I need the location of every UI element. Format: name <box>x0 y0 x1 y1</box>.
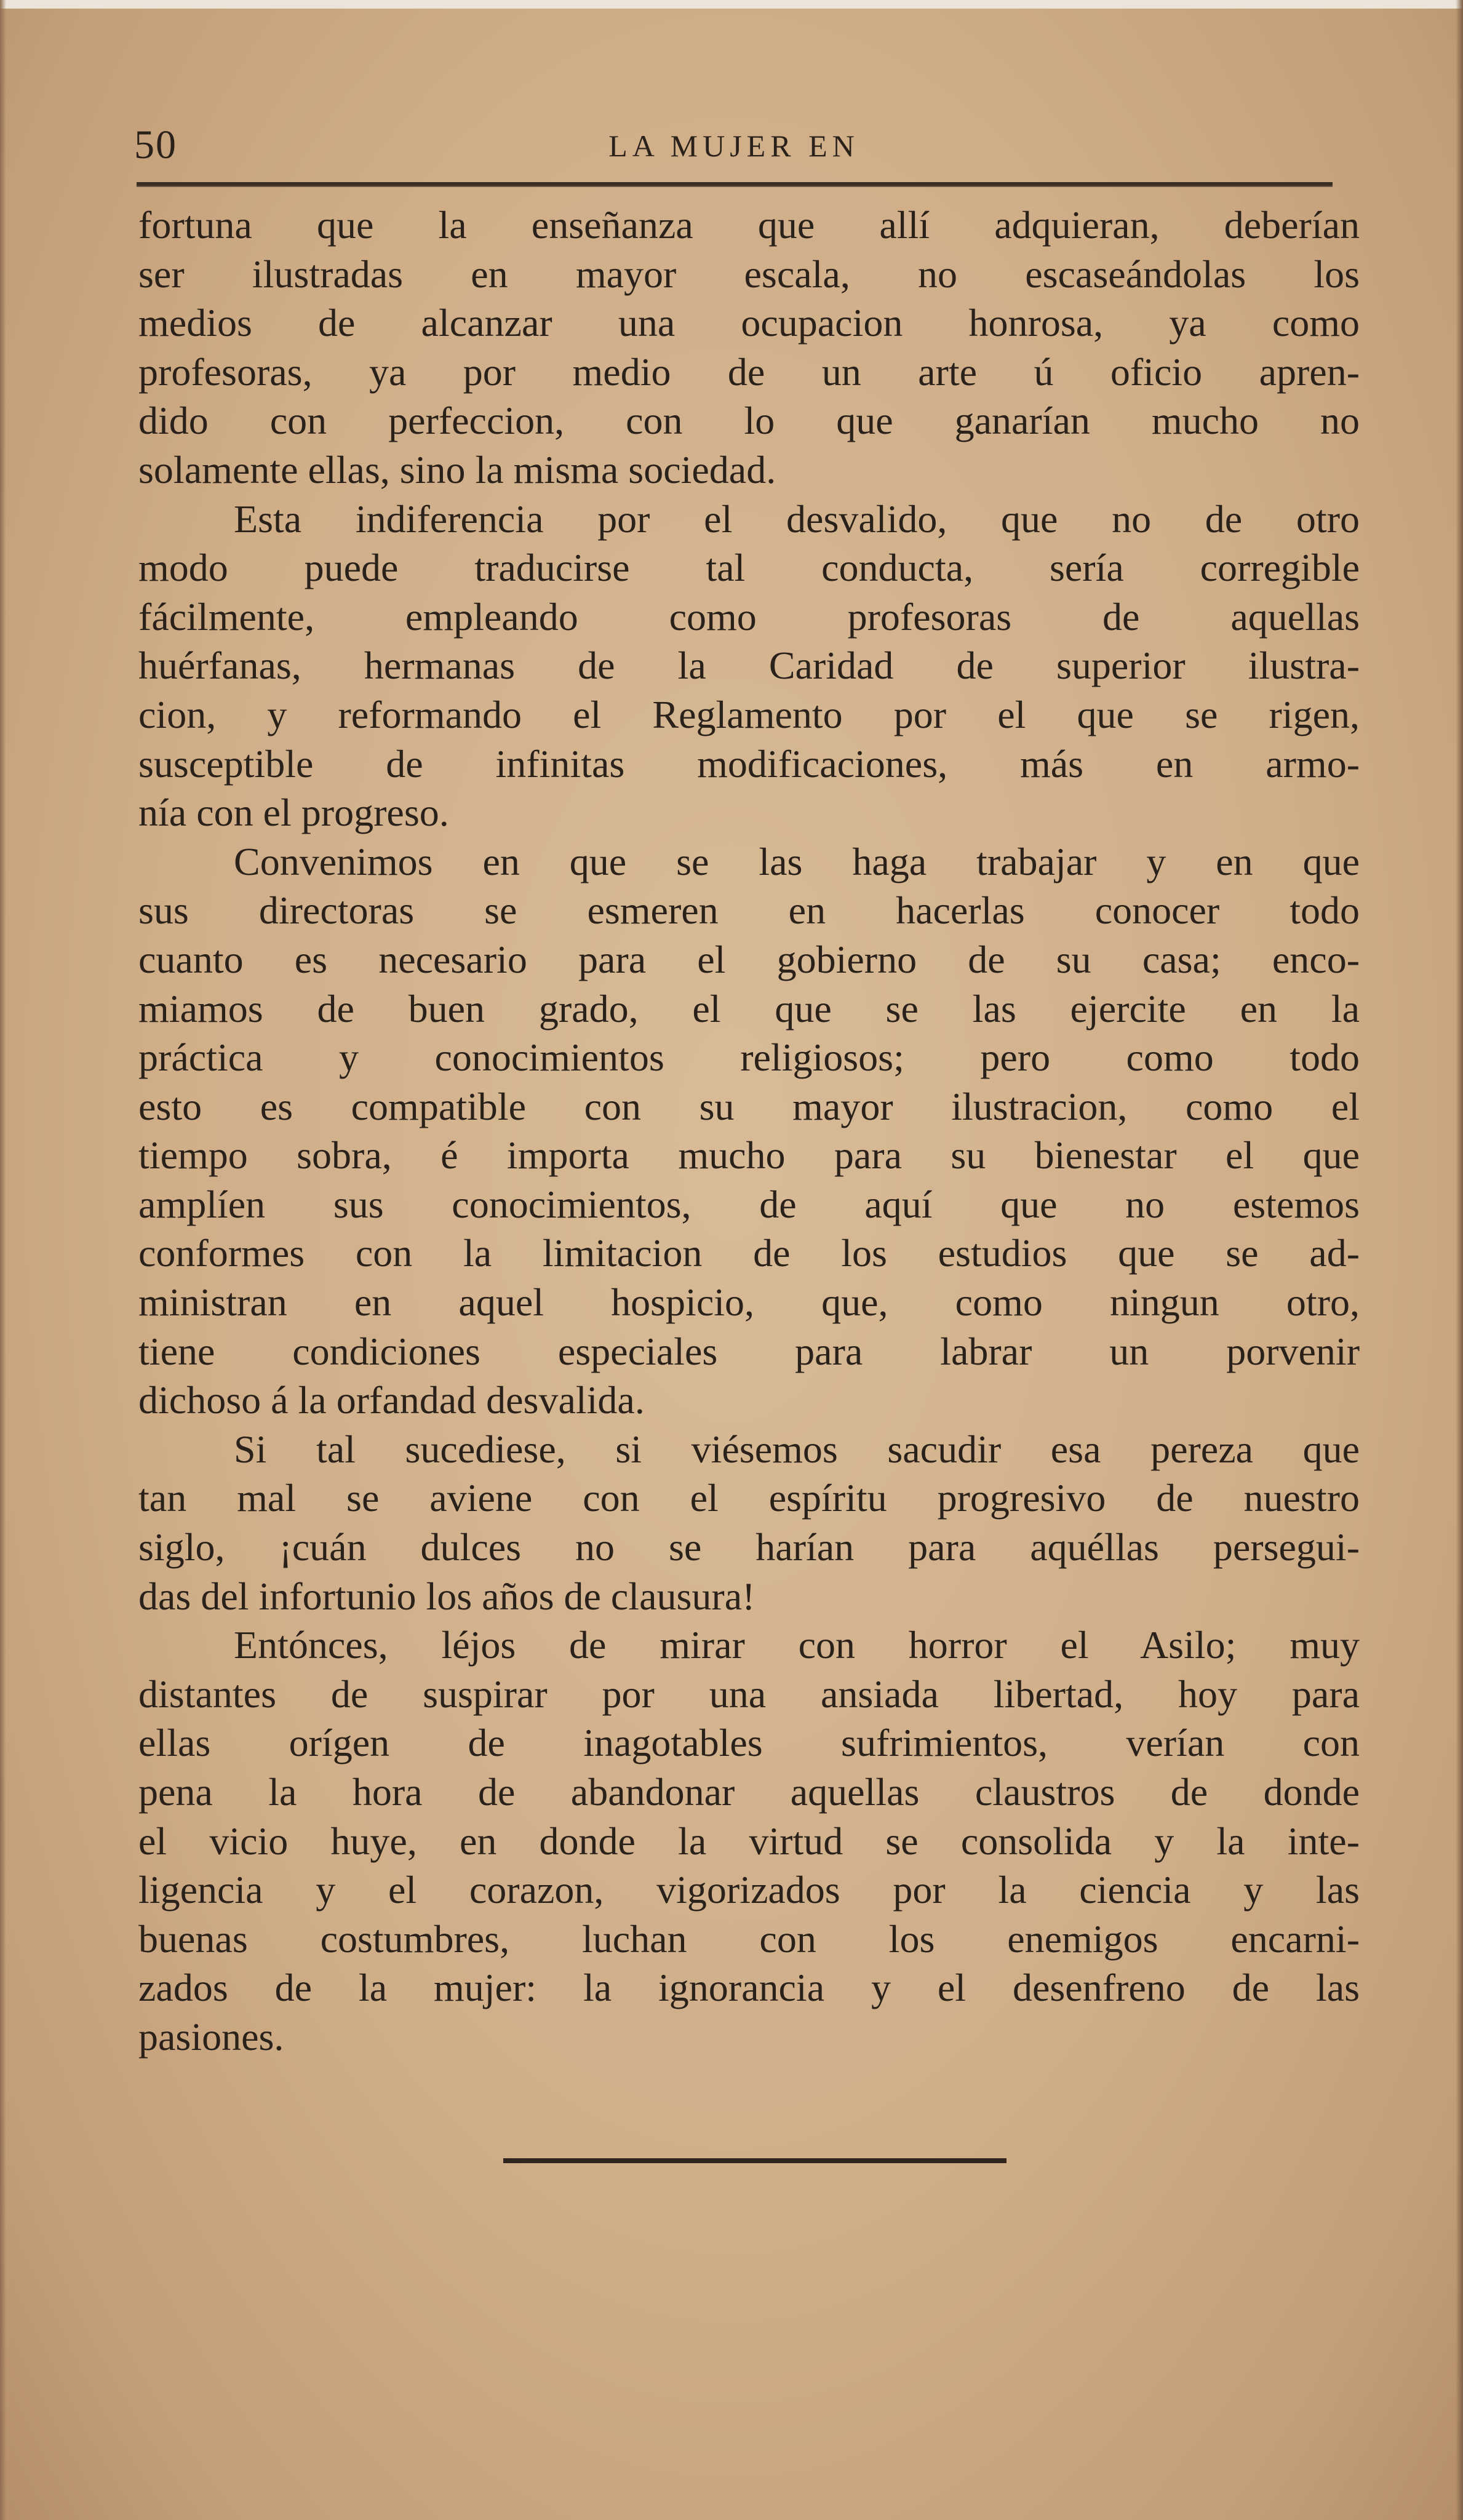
text-line: profesoras, ya por medio de un arte ú oficio apren- <box>138 349 1360 394</box>
page-left-edge <box>0 0 6 2520</box>
text-line: cion, y reformando el Reglamento por el que se rigen, <box>138 692 1360 736</box>
page-header <box>134 117 1334 172</box>
paragraph-first-line: Esta indiferencia por el desvalido, que no de otro <box>234 496 1360 541</box>
paragraph-first-line: Si tal sucediese, si viésemos sacudir esa pereza que <box>234 1427 1360 1471</box>
text-line: ministran en aquel hospicio, que, como ningun otro, <box>138 1280 1360 1325</box>
text-line: siglo, ¡cuán dulces no se harían para aquéllas persegui- <box>138 1525 1360 1569</box>
text-line: dido con perfeccion, con lo que ganarían mucho no <box>138 399 1360 443</box>
text-line: miamos de buen grado, el que se las ejercite en la <box>138 986 1360 1031</box>
text-line: modo puede traducirse tal conducta, sería corregible <box>138 546 1360 590</box>
text-line: tan mal se aviene con el espíritu progresivo de nuestro <box>138 1476 1360 1520</box>
text-line: ser ilustradas en mayor escala, no escaseándolas los <box>138 252 1360 296</box>
text-line: conformes con la limitacion de los estudios que se ad- <box>138 1231 1360 1275</box>
text-line: ligencia y el corazon, vigorizados por la ciencia y las <box>138 1868 1360 1912</box>
text-line: sus directoras se esmeren en hacerlas conocer todo <box>138 888 1360 933</box>
paragraph-first-line: Entónces, léjos de mirar con horror el Asilo; muy <box>234 1623 1360 1667</box>
page-number: 50 <box>134 122 177 167</box>
paragraph-end-line: nía con el progreso. <box>138 791 449 835</box>
page-right-edge <box>1456 0 1463 2520</box>
text-line: ellas orígen de inagotables sufrimientos, verían con <box>138 1721 1360 1765</box>
section-end-rule <box>503 2158 1007 2163</box>
text-line: esto es compatible con su mayor ilustracion, como el <box>138 1084 1360 1128</box>
running-head: LA MUJER EN <box>608 129 859 163</box>
text-line: pena la hora de abandonar aquellas claustros de donde <box>138 1770 1360 1814</box>
paragraph-end-line: pasiones. <box>138 2014 284 2059</box>
page-top-edge <box>0 0 1463 9</box>
text-line: distantes de suspirar por una ansiada libertad, hoy para <box>138 1672 1360 1716</box>
text-line: medios de alcanzar una ocupacion honrosa, ya como <box>138 301 1360 345</box>
paragraph-end-line: dichoso á la orfandad desvalida. <box>138 1378 645 1422</box>
text-line: cuanto es necesario para el gobierno de su casa; enco- <box>138 937 1360 981</box>
text-line: tiene condiciones especiales para labrar un porvenir <box>138 1329 1360 1373</box>
body-text <box>138 201 1360 2062</box>
paragraph-end-line: das del infortunio los años de clausura! <box>138 1574 755 1618</box>
text-line: práctica y conocimientos religiosos; pero como todo <box>138 1035 1360 1080</box>
text-line: el vicio huye, en donde la virtud se consolida y la inte- <box>138 1819 1360 1863</box>
text-line: amplíen sus conocimientos, de aquí que no estemos <box>138 1182 1360 1226</box>
paragraph-first-line: Convenimos en que se las haga trabajar y en que <box>234 839 1360 883</box>
text-line: fortuna que la enseñanza que allí adquieran, deberían <box>138 203 1360 247</box>
text-line: huérfanas, hermanas de la Caridad de superior ilustra- <box>138 644 1360 688</box>
paragraph-end-line: solamente ellas, sino la misma sociedad. <box>138 447 776 492</box>
header-rule <box>137 182 1333 187</box>
text-line: zados de la mujer: la ignorancia y el desenfreno de las <box>138 1966 1360 2010</box>
text-line: buenas costumbres, luchan con los enemigos encarni- <box>138 1916 1360 1961</box>
text-line: susceptible de infinitas modificaciones, más en armo- <box>138 741 1360 786</box>
text-line: tiempo sobra, é importa mucho para su bienestar el que <box>138 1133 1360 1178</box>
text-line: fácilmente, empleando como profesoras de aquellas <box>138 594 1360 639</box>
